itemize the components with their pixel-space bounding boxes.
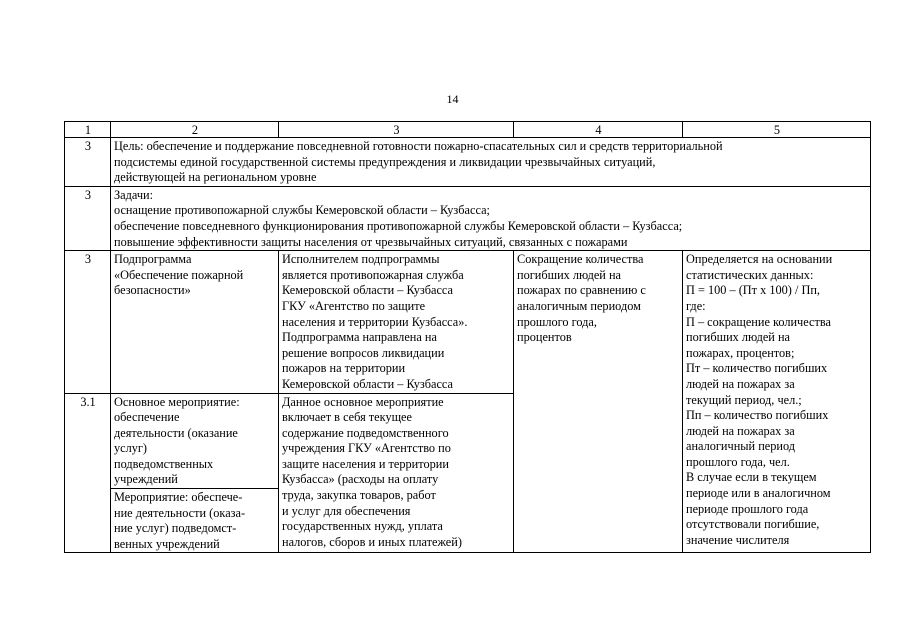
subprogram-row-number: 3 [65, 251, 111, 393]
method-line: текущий период, чел.; [686, 392, 802, 407]
indicator-line: аналогичным периодом [517, 298, 641, 313]
program-table [64, 121, 871, 553]
tasks-row [65, 186, 871, 250]
indicator-line: процентов [517, 330, 572, 345]
description-line: труда, закупка товаров, работ [282, 488, 436, 503]
column-number-3: 3 [279, 122, 514, 138]
main-activity-name-line: услуг) [114, 441, 148, 456]
method-line: П – сокращение количества [686, 314, 831, 329]
description-line: защите населения и территории [282, 456, 449, 471]
subprogram-name [111, 251, 279, 393]
indicator-line: пожарах по сравнению с [517, 283, 646, 298]
tasks-row-number: 3 [65, 186, 111, 250]
method-line: значение числителя [686, 532, 790, 547]
method-line: Пп – количество погибших [686, 408, 829, 423]
method-line: статистических данных: [686, 267, 814, 282]
method-line: аналогичный период [686, 439, 796, 454]
executor-line: Кемеровской области – Кузбасса [282, 376, 453, 391]
description-line: и услуг для обеспечения [282, 503, 411, 518]
subprogram-executor [279, 251, 514, 393]
main-activity-name-line: учреждений [114, 472, 178, 487]
description-line: содержание подведомственного [282, 425, 449, 440]
main-activity-name-line: деятельности (оказание [114, 425, 238, 440]
description-line: Кузбасса» (расходы на оплату [282, 472, 439, 487]
subprogram-name-line: безопасности» [114, 283, 191, 298]
page-number: 14 [446, 92, 459, 106]
executor-line: решение вопросов ликвидации [282, 345, 445, 360]
executor-line: является противопожарная служба [282, 267, 464, 282]
main-activity-description [279, 393, 514, 553]
main-activity-name-line: Основное мероприятие: [114, 394, 240, 409]
main-activity-number: 3.1 [65, 393, 111, 553]
method-line: отсутствовали погибшие, [686, 517, 820, 532]
description-line: включает в себя текущее [282, 410, 412, 425]
method-line: прошлого года, чел. [686, 454, 790, 469]
method-line: где: [686, 298, 706, 313]
tasks-line: обеспечение повседневного функционирования противопожарной службы Кемеровской области – Кузбасса; [114, 218, 683, 233]
method-line: погибших людей на [686, 330, 790, 345]
tasks-text [111, 186, 871, 250]
activity-name-line: венных учреждений [114, 536, 220, 551]
method-line: людей на пожарах за [686, 423, 795, 438]
method-line: пожарах, процентов; [686, 345, 795, 360]
method-line: людей на пожарах за [686, 376, 795, 391]
activity-name-line: ние услуг) подведомст- [114, 521, 237, 536]
column-number-2: 2 [111, 122, 279, 138]
subprogram-row [65, 251, 871, 393]
method-line: периоде или в аналогичном [686, 486, 831, 501]
indicator-line: Сокращение количества [517, 252, 644, 267]
activity-name-line: ние деятельности (оказа- [114, 505, 246, 520]
calculation-method [683, 251, 871, 553]
method-line: П = 100 – (Пт х 100) / Пп, [686, 283, 820, 298]
main-activity-name-line: подведомственных [114, 456, 214, 471]
description-line: Данное основное мероприятие [282, 394, 444, 409]
activity-name-line: Мероприятие: обеспече- [114, 490, 243, 505]
main-activity-name-line: обеспечение [114, 410, 180, 425]
goal-row [65, 138, 871, 187]
description-line: учреждения ГКУ «Агентство по [282, 441, 451, 456]
executor-line: пожаров на территории [282, 361, 406, 376]
method-line: В случае если в текущем [686, 470, 817, 485]
activity-name [111, 489, 279, 553]
indicator-line: погибших людей на [517, 267, 621, 282]
goal-line: подсистемы единой государственной системы предупреждения и ликвидации чрезвычайных ситуаций, [114, 154, 656, 169]
goal-line: Цель: обеспечение и поддержание повседневной готовности пожарно-спасательных сил и средств территориальной [114, 139, 723, 153]
subprogram-name-line: «Обеспечение пожарной [114, 267, 244, 282]
tasks-line: Задачи: [114, 187, 154, 202]
goal-row-number: 3 [65, 138, 111, 187]
executor-line: Кемеровской области – Кузбасса [282, 283, 453, 298]
executor-line: населения и территории Кузбасса». [282, 314, 468, 329]
column-number-1: 1 [65, 122, 111, 138]
description-line: налогов, сборов и иных платежей) [282, 534, 462, 549]
column-number-5: 5 [683, 122, 871, 138]
executor-line: ГКУ «Агентство по защите [282, 298, 426, 313]
subprogram-name-line: Подпрограмма [114, 252, 192, 267]
method-line: Определяется на основании [686, 252, 833, 267]
method-line: периоде прошлого года [686, 501, 809, 516]
tasks-line: оснащение противопожарной службы Кемеровской области – Кузбасса; [114, 203, 490, 218]
tasks-line: повышение эффективности защиты населения от чрезвычайных ситуаций, связанных с пожарами [114, 234, 628, 249]
method-line: Пт – количество погибших [686, 361, 828, 376]
main-activity-name [111, 393, 279, 489]
executor-line: Исполнителем подпрограммы [282, 252, 440, 267]
column-number-4: 4 [514, 122, 683, 138]
table-header-row [65, 122, 871, 138]
indicator-name [514, 251, 683, 553]
goal-text [111, 138, 871, 187]
executor-line: Подпрограмма направлена на [282, 330, 437, 345]
goal-line: действующей на региональном уровне [114, 170, 317, 185]
indicator-line: прошлого года, [517, 314, 597, 329]
description-line: государственных нужд, уплата [282, 519, 443, 534]
